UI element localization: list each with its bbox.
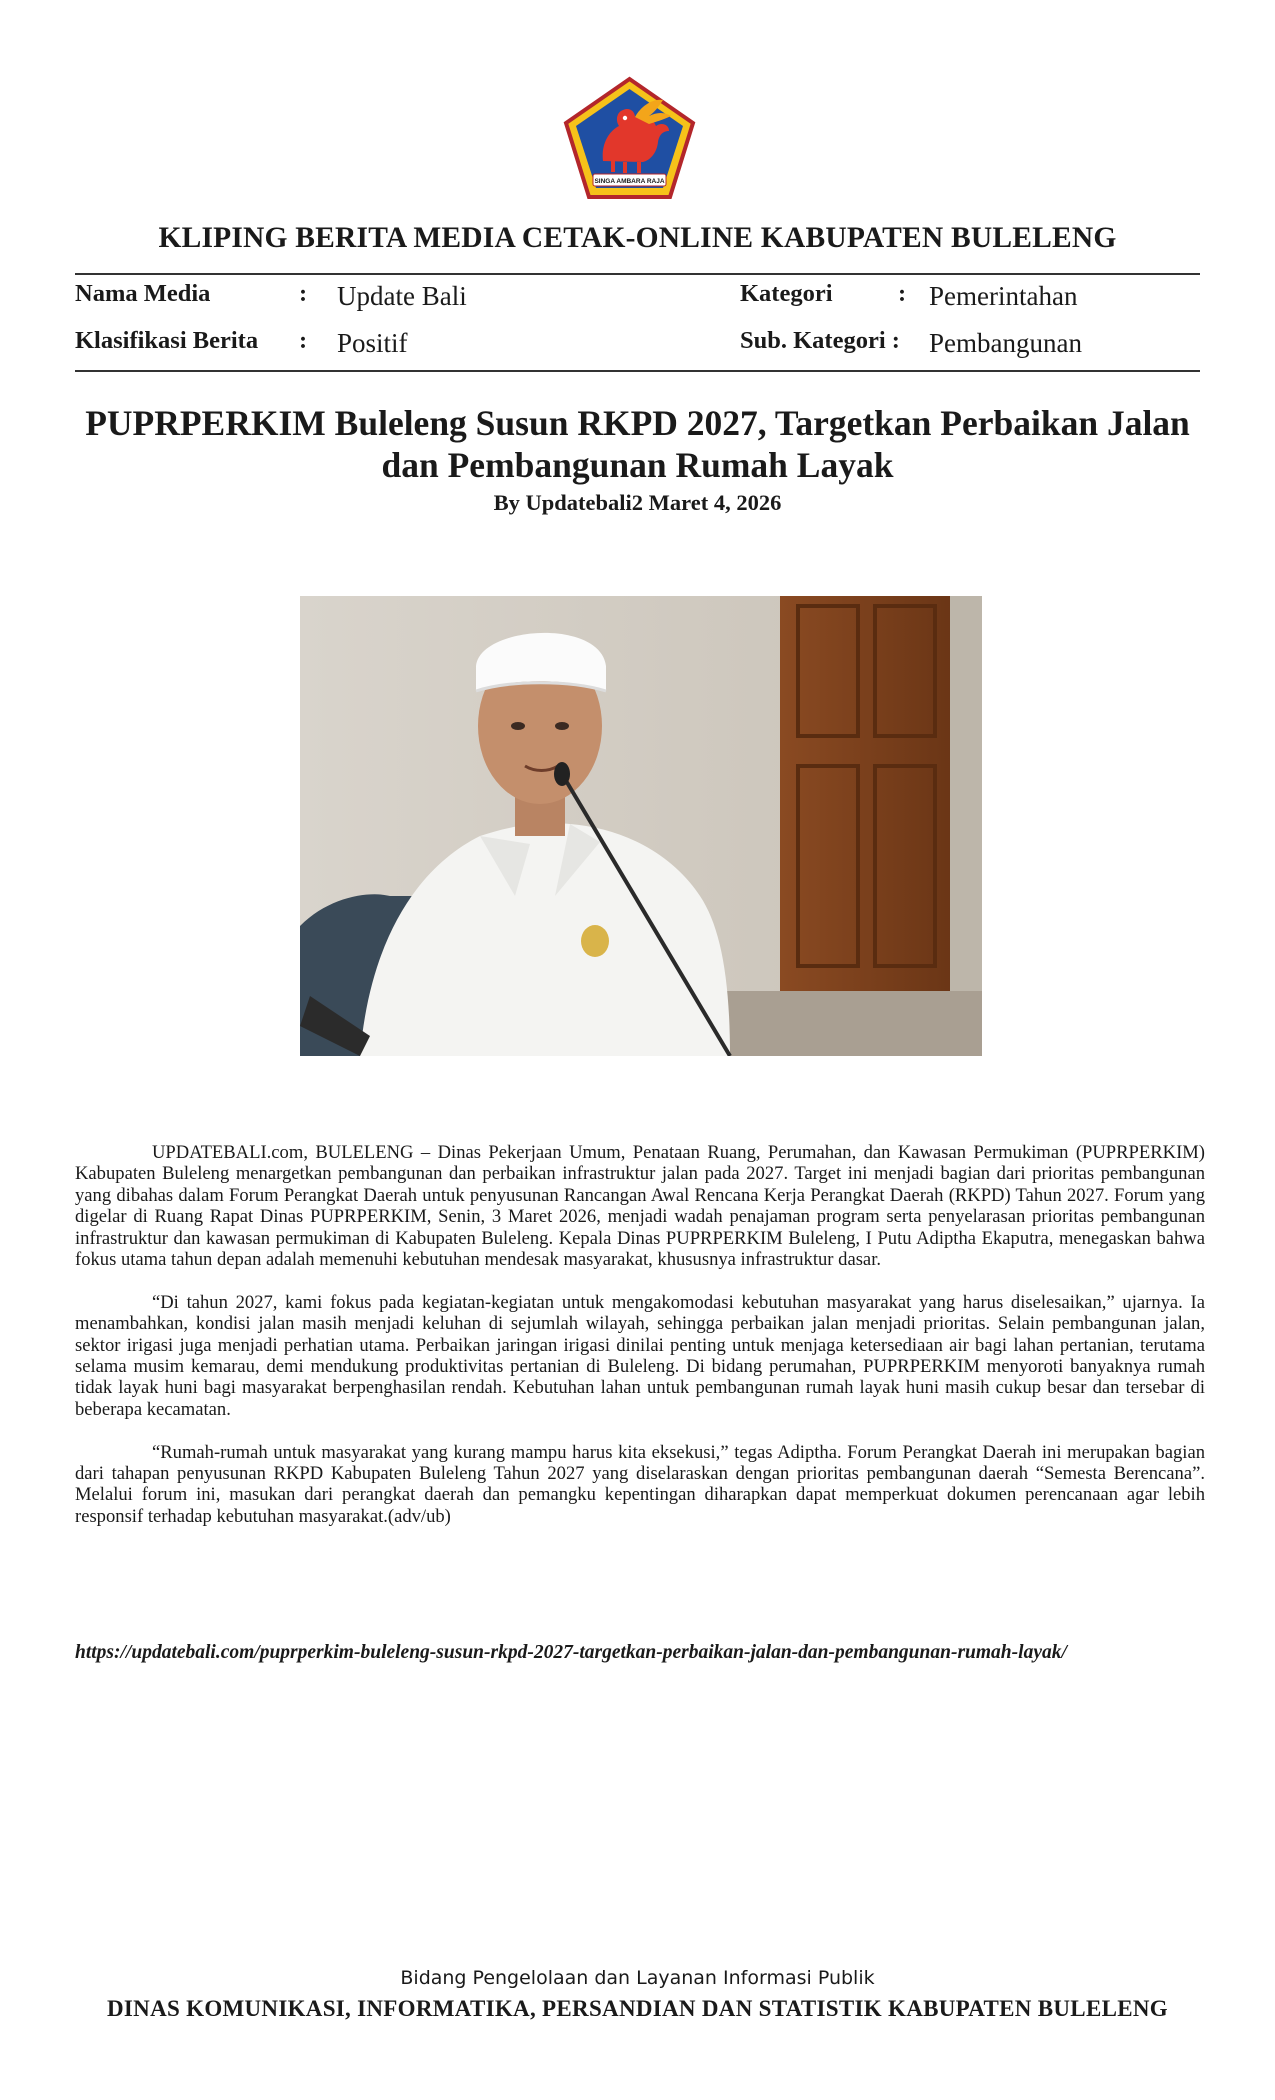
article-paragraph-3: “Rumah-rumah untuk masyarakat yang kurang mampu harus kita eksekusi,” tegas Adiptha. Forum Perangkat Daerah ini merupakan bagian dari tahapan penyusunan RKPD Kabupaten Buleleng Tahun 2027 yang diselaraskan dengan prioritas pembangunan daerah “Semesta Berencana”. Melalui forum ini, masukan dari perangkat daerah dan pemangku kepentingan diharapkan dapat memperkuat dokumen perencanaan agar lebih responsif terhadap kebutuhan masyarakat.(adv/ub) — [75, 1441, 1205, 1527]
svg-text:SINGA AMBARA RAJA: SINGA AMBARA RAJA — [594, 178, 665, 185]
media-name-colon: : — [299, 280, 308, 307]
classification-colon: : — [299, 327, 308, 354]
footer-organization-name: DINAS KOMUNIKASI, INFORMATIKA, PERSANDIAN DAN STATISTIK KABUPATEN BULELENG — [107, 1996, 1168, 2021]
media-name-value: Update Bali — [337, 281, 467, 311]
category-colon: : — [898, 280, 907, 307]
classification-label: Klasifikasi Berita — [75, 327, 259, 354]
article-paragraph-2: “Di tahun 2027, kami fokus pada kegiatan-kegiatan untuk mengakomodasi kebutuhan masyarakat yang harus diselesaikan,” ujarnya. Ia menambahkan, kondisi jalan masih menjadi keluhan di sejumlah wilayah, sehingga perbaikan jalan menjadi prioritas. Selain pembangunan jalan, sektor irigasi juga menjadi perhatian utama. Perbaikan jaringan irigasi dinilai penting untuk menjaga ketersediaan air bagi lahan pertanian, terutama selama musim kemarau, demi mendukung produktivitas pertanian di Buleleng. Di bidang perumahan, PUPRPERKIM menyoroti banyaknya rumah tidak layak huni bagi masyarakat berpenghasilan rendah. Kebutuhan lahan untuk pembangunan rumah layak huni masih cukup besar dan tersebar di beberapa kecamatan. — [75, 1291, 1205, 1420]
buleleng-emblem-logo — [563, 76, 696, 201]
article-body — [75, 1142, 1205, 1549]
footer-unit-name: Bidang Pengelolaan dan Layanan Informasi Publik — [400, 1967, 875, 1989]
category-label: Kategori — [740, 280, 833, 307]
header-bottom-rule — [75, 370, 1200, 372]
article-title-line-1: PUPRPERKIM Buleleng Susun RKPD 2027, Targetkan Perbaikan Jalan — [85, 403, 1190, 443]
article-title-line-2: dan Pembangunan Rumah Layak — [381, 445, 894, 485]
article-byline: By Updatebali2 Maret 4, 2026 — [493, 490, 782, 515]
article-photo — [300, 596, 982, 1056]
subcategory-value: Pembangunan — [929, 328, 1082, 358]
media-name-label: Nama Media — [75, 280, 211, 307]
clipping-header-title: KLIPING BERITA MEDIA CETAK-ONLINE KABUPATEN BULELENG — [158, 222, 1117, 254]
header-top-rule — [75, 273, 1200, 275]
source-url-link[interactable]: https://updatebali.com/puprperkim-buleleng-susun-rkpd-2027-targetkan-perbaikan-jalan-dan-pembangunan-rumah-layak/ — [75, 1642, 1067, 1663]
category-value: Pemerintahan — [929, 281, 1078, 311]
subcategory-label: Sub. Kategori : — [740, 327, 900, 354]
classification-value: Positif — [337, 328, 408, 358]
article-paragraph-1: UPDATEBALI.com, BULELENG – Dinas Pekerjaan Umum, Penataan Ruang, Perumahan, dan Kawasan Permukiman (PUPRPERKIM) Kabupaten Buleleng menargetkan pembangunan dan perbaikan infrastruktur jalan pada 2027. Target ini menjadi bagian dari prioritas pembangunan yang dibahas dalam Forum Perangkat Daerah untuk penyusunan Rancangan Awal Rencana Kerja Perangkat Daerah (RKPD) Tahun 2027. Forum yang digelar di Ruang Rapat Dinas PUPRPERKIM, Senin, 3 Maret 2026, menjadi wadah penajaman program serta penyelarasan prioritas pembangunan infrastruktur dan kawasan permukiman di Kabupaten Buleleng. Kepala Dinas PUPRPERKIM Buleleng, I Putu Adiptha Ekaputra, menegaskan bahwa fokus utama tahun depan adalah memenuhi kebutuhan mendesak masyarakat, khususnya infrastruktur dasar. — [75, 1142, 1205, 1271]
article-title — [75, 402, 1200, 486]
